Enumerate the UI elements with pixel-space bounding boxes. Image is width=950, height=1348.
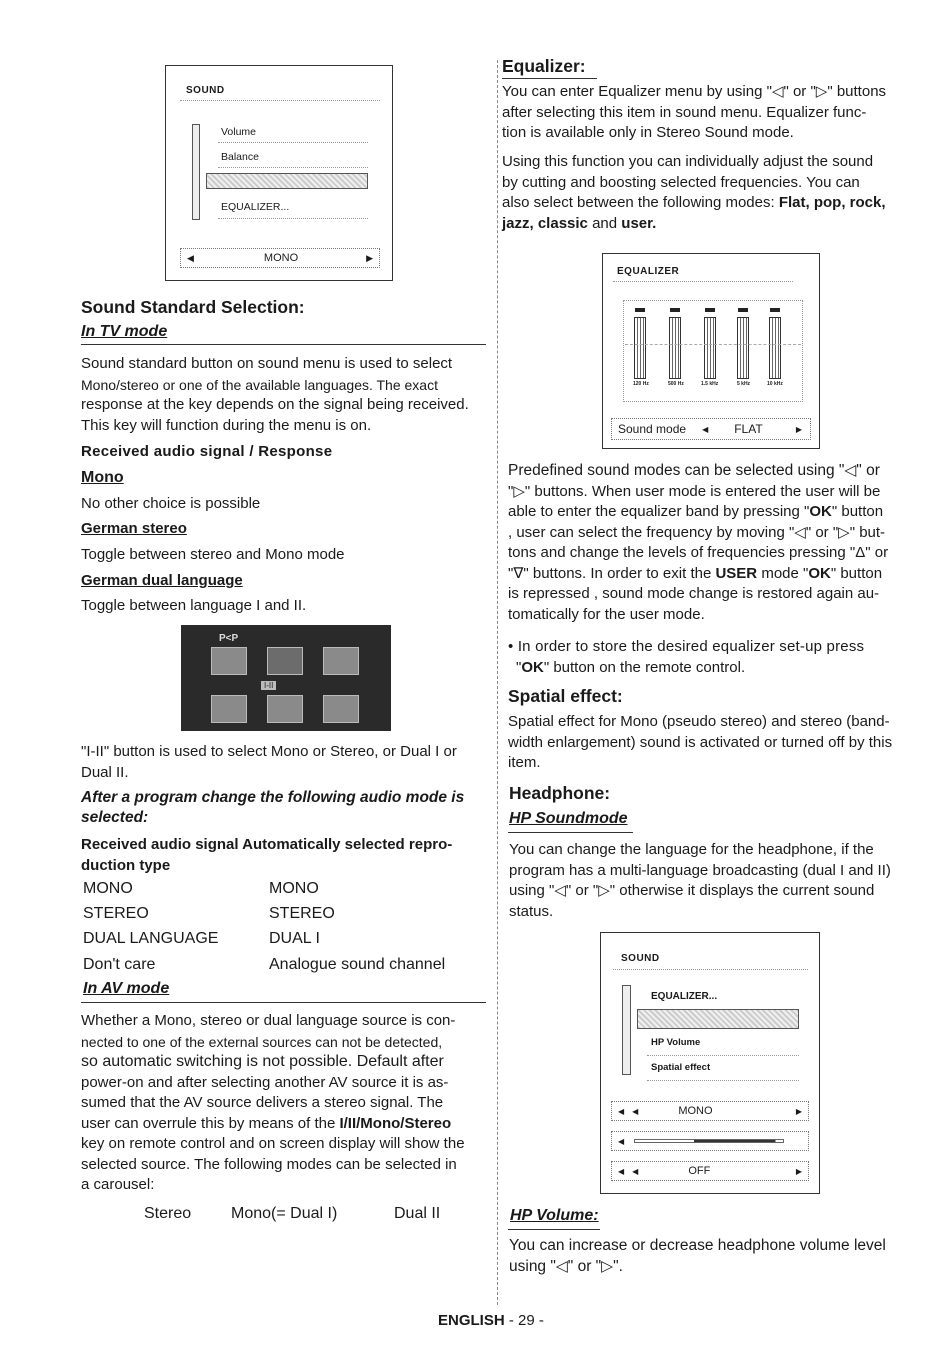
- text-line: duction type: [81, 856, 171, 874]
- spatial-effect-paragraph: [508, 712, 920, 774]
- text-span: and: [587, 214, 622, 232]
- received-response-heading: Received audio signal / Response: [81, 443, 333, 460]
- mode-list: Flat, pop, rock,: [778, 194, 886, 211]
- left-arrow-icon: ◀: [632, 1106, 639, 1116]
- footer-page-number: - 29 -: [504, 1312, 544, 1329]
- text-line: tons and change the levels of frequencies pressing "Δ" or: [508, 544, 889, 561]
- av-mode-subheading: In AV mode: [83, 980, 170, 997]
- text-line: You can increase or decrease headphone volume level: [509, 1237, 886, 1254]
- text-span: " button: [830, 564, 883, 582]
- remote-control-photo: [181, 625, 391, 731]
- eq-band-label: 120 Hz: [633, 381, 649, 387]
- table-cell: MONO: [269, 880, 319, 897]
- hp-sound-menu-illustration: [600, 932, 820, 1194]
- text-line: tomatically for the user mode.: [508, 605, 705, 623]
- text-span: ": [516, 658, 522, 676]
- text-line: [502, 214, 922, 235]
- column-divider: [497, 60, 498, 1305]
- left-arrow-icon: ◀: [632, 1166, 639, 1176]
- sound-mode-label: Sound mode: [618, 422, 687, 436]
- sound-standard-paragraph: [81, 354, 496, 436]
- menu-mode-row: [180, 248, 380, 268]
- hp-menu-row-volume: [611, 1131, 809, 1151]
- spatial-value: OFF: [688, 1165, 711, 1177]
- user-key: USER: [715, 564, 758, 582]
- table-cell: DUAL LANGUAGE: [83, 930, 219, 947]
- av-mode-paragraph: [81, 1011, 496, 1196]
- text-line: Using this function you can individually adjust the sound: [502, 153, 874, 170]
- ok-key: OK: [808, 564, 831, 582]
- text-line: by cutting and boosting selected frequencies. You can: [502, 173, 860, 191]
- mode-user: user.: [621, 214, 657, 232]
- eq-band-bar: [737, 317, 749, 379]
- hp-volume-subheading: HP Volume:: [510, 1207, 599, 1224]
- menu-item-spatial-effect: Spatial effect: [651, 1062, 711, 1073]
- sound-standard-heading: Sound Standard Selection:: [81, 297, 305, 317]
- received-auto-heading: [81, 835, 496, 876]
- text-span: " button: [831, 503, 884, 520]
- eq-band-label: 5 kHz: [737, 381, 751, 387]
- i-ii-paragraph: [81, 742, 496, 783]
- left-arrow-icon: ◀: [702, 424, 709, 434]
- store-note: [508, 637, 920, 678]
- eq-sound-mode-row: [611, 418, 811, 440]
- text-line: You can enter Equalizer menu by using "◁" or "▷" buttons: [502, 83, 887, 100]
- text-line: sumed that the AV source delivers a stereo signal. The: [81, 1094, 444, 1111]
- menu-item-hp-volume: HP Volume: [651, 1037, 701, 1048]
- sound-mode-value: FLAT: [734, 422, 763, 436]
- ok-key: OK: [521, 658, 544, 676]
- right-arrow-icon: ▶: [795, 1166, 802, 1176]
- hp-menu-row-spatial: [611, 1161, 809, 1181]
- text-span: also select between the following modes:: [502, 194, 779, 211]
- headphone-icon: ◀: [618, 1106, 625, 1116]
- sound-menu-title: SOUND: [186, 85, 225, 96]
- text-line: is repressed , sound mode change is restored again au-: [508, 585, 880, 602]
- text-line: , user can select the frequency by moving "◁" or "▷" but-: [508, 523, 886, 541]
- text-span: user can overrule this by means of the: [81, 1114, 340, 1132]
- text-line: • In order to store the desired equalizer set-up press: [508, 638, 865, 655]
- spatial-effect-heading: Spatial effect:: [508, 686, 623, 706]
- german-dual-text: Toggle between language I and II.: [81, 597, 307, 614]
- text-line: tion is available only in Stereo Sound mode.: [502, 124, 794, 141]
- eq-band-label: 1.5 kHz: [701, 381, 719, 387]
- table-cell: Analogue sound channel: [269, 956, 446, 973]
- equalizer-menu-title: EQUALIZER: [617, 266, 680, 277]
- table-cell: STEREO: [269, 905, 335, 922]
- text-line: response at the key depends on the signal being received.: [81, 396, 469, 413]
- text-line: selected:: [81, 809, 149, 826]
- ok-key: OK: [809, 503, 832, 520]
- carousel-item: Stereo: [144, 1205, 192, 1222]
- text-line: a carousel:: [81, 1176, 155, 1193]
- text-line: power-on and after selecting another AV source it is as-: [81, 1073, 449, 1091]
- spatial-icon: ◀: [618, 1166, 625, 1176]
- mode-value: MONO: [263, 252, 299, 264]
- hp-soundmode-subheading: HP Soundmode: [509, 810, 628, 827]
- sound-menu-illustration: [165, 65, 393, 281]
- german-stereo-heading: German stereo: [81, 520, 187, 537]
- carousel-item: Dual II: [394, 1205, 441, 1222]
- text-line: status.: [509, 902, 554, 920]
- text-line: using "◁" or "▷".: [509, 1257, 623, 1275]
- text-line: Received audio signal Automatically selected repro-: [81, 836, 453, 853]
- right-arrow-icon: ▶: [795, 1106, 802, 1116]
- menu-item-equalizer: EQUALIZER...: [221, 201, 290, 213]
- text-line: after selecting this item in sound menu. Equalizer func-: [502, 103, 867, 121]
- text-line: width enlargement) sound is activated or turned off by this: [508, 733, 893, 751]
- menu-scrollbar: [622, 985, 631, 1075]
- menu-highlight-bar: [637, 1009, 799, 1029]
- right-arrow-icon: ▶: [366, 252, 373, 263]
- mono-heading: Mono: [81, 469, 124, 486]
- text-span: " button on the remote control.: [543, 658, 746, 676]
- text-line: Sound standard button on sound menu is used to select: [81, 355, 453, 372]
- eq-band-label: 10 kHz: [767, 381, 783, 387]
- text-line: [502, 193, 922, 214]
- equalizer-paragraph-1: [502, 82, 922, 144]
- page-footer: [438, 1312, 544, 1329]
- photo-label-pp: P<P: [219, 633, 239, 644]
- text-line: program has a multi-language broadcasting (dual I and II): [509, 861, 891, 879]
- text-line: [508, 502, 920, 523]
- text-line: Whether a Mono, stereo or dual language source is con-: [81, 1012, 456, 1029]
- menu-item-equalizer: EQUALIZER...: [651, 991, 718, 1002]
- text-span: "∇" buttons. In order to exit the: [508, 564, 716, 582]
- table-cell: STEREO: [83, 905, 149, 922]
- text-line: [81, 1114, 496, 1135]
- text-line: This key will function during the menu is on.: [81, 416, 372, 434]
- text-line: "I-II" button is used to select Mono or Stereo, or Dual I or: [81, 743, 457, 760]
- text-line: Spatial effect for Mono (pseudo stereo) and stereo (band-: [508, 713, 890, 730]
- text-line: item.: [508, 754, 541, 771]
- mono-text: No other choice is possible: [81, 495, 261, 512]
- table-cell: Don't care: [83, 956, 156, 973]
- text-line: You can change the language for the headphone, if the: [509, 841, 874, 858]
- equalizer-heading: Equalizer:: [502, 56, 586, 76]
- carousel-item: Mono(= Dual I): [231, 1205, 338, 1222]
- hp-mode-value: MONO: [678, 1105, 713, 1117]
- text-line: Predefined sound modes can be selected using "◁" or: [508, 462, 880, 479]
- hp-menu-row-mode: [611, 1101, 809, 1121]
- volume-icon: ◀: [618, 1136, 625, 1146]
- eq-band-bar: [704, 317, 716, 379]
- text-line: selected source. The following modes can be selected in: [81, 1155, 457, 1173]
- left-arrow-icon: ◀: [187, 252, 194, 263]
- menu-highlight-bar: [206, 173, 368, 189]
- table-cell: MONO: [83, 880, 133, 897]
- headphone-heading: Headphone:: [509, 783, 611, 803]
- text-line: "▷" buttons. When user mode is entered the user will be: [508, 482, 881, 500]
- footer-language: ENGLISH: [438, 1312, 505, 1329]
- text-line: [508, 658, 920, 679]
- text-line: so automatic switching is not possible. Default after: [81, 1053, 444, 1070]
- text-line: Dual II.: [81, 763, 129, 781]
- eq-band-bar: [769, 317, 781, 379]
- eq-band-bar: [634, 317, 646, 379]
- text-span: mode ": [757, 564, 809, 582]
- text-line: nected to one of the external sources can not be detected,: [81, 1033, 443, 1050]
- german-stereo-text: Toggle between stereo and Mono mode: [81, 546, 345, 563]
- hp-menu-title: SOUND: [621, 953, 660, 964]
- text-line: Mono/stereo or one of the available languages. The exact: [81, 376, 438, 393]
- table-cell: DUAL I: [269, 930, 320, 947]
- equalizer-menu-illustration: [602, 253, 820, 449]
- menu-item-volume: Volume: [221, 126, 257, 138]
- text-line: After a program change the following audio mode is: [81, 789, 465, 806]
- key-name: I/II/Mono/Stereo: [339, 1114, 452, 1132]
- headphone-paragraph: [509, 840, 921, 922]
- hp-volume-paragraph: [509, 1236, 921, 1277]
- text-line: using "◁" or "▷" otherwise it displays the current sound: [509, 882, 875, 899]
- equalizer-paragraph-2: [502, 152, 922, 234]
- menu-scrollbar: [192, 124, 200, 220]
- text-line: [508, 564, 920, 585]
- eq-band-bar: [669, 317, 681, 379]
- tv-mode-subheading: In TV mode: [81, 323, 168, 340]
- eq-band-label: 500 Hz: [668, 381, 684, 387]
- photo-label-i-ii: I-II: [261, 681, 276, 690]
- menu-item-balance: Balance: [221, 151, 259, 163]
- predefined-paragraph: [508, 461, 920, 625]
- mode-list: jazz, classic: [502, 214, 588, 232]
- german-dual-heading: German dual language: [81, 572, 243, 589]
- right-arrow-icon: ▶: [795, 424, 802, 434]
- text-line: key on remote control and on screen display will show the: [81, 1135, 465, 1152]
- text-span: able to enter the equalizer band by pressing ": [508, 503, 810, 520]
- volume-slider: [634, 1139, 784, 1143]
- after-change-heading: [81, 788, 496, 828]
